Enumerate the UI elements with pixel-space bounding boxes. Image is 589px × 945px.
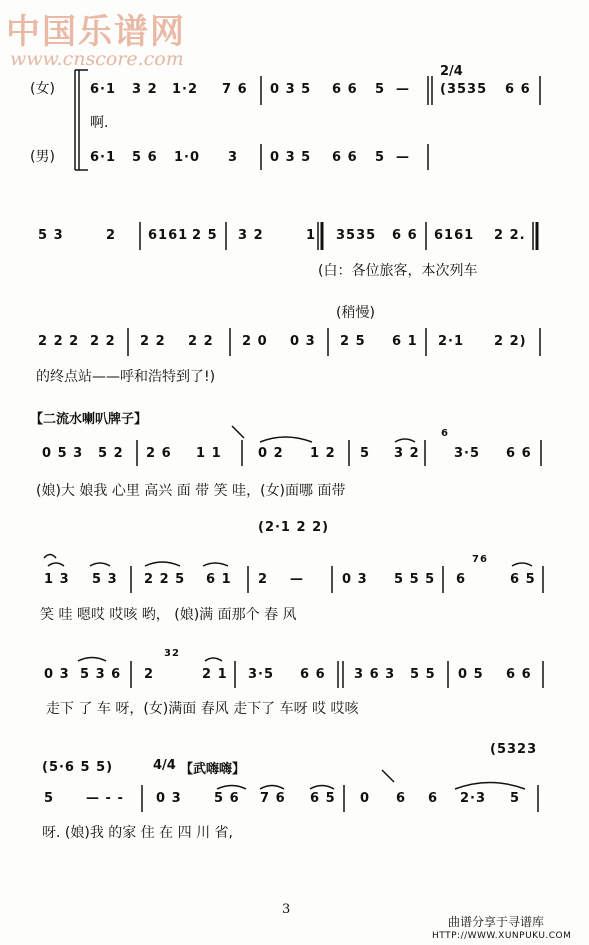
note-group: 2 2 bbox=[140, 334, 166, 349]
note-group: 0 3 bbox=[290, 334, 316, 349]
grace-note: 76 bbox=[472, 554, 488, 565]
note-group: 6 6 bbox=[332, 150, 358, 165]
note-group: 5 2 bbox=[98, 446, 124, 461]
note-group: 3·5 bbox=[248, 667, 275, 682]
watermark-site-name: 中国乐谱网 bbox=[6, 12, 186, 52]
note-group: 3 2 bbox=[238, 228, 264, 243]
note-group: 5 bbox=[360, 446, 371, 461]
time-signature: 4/4 bbox=[153, 758, 176, 773]
lyric-line: 呀. (娘)我 的家 住 在 四 川 省, bbox=[42, 825, 233, 841]
note-group: 6 5 bbox=[510, 572, 536, 587]
grace-note: 32 bbox=[164, 648, 180, 659]
note-group: 2 2 bbox=[188, 334, 214, 349]
note-group: 5 3 bbox=[92, 572, 118, 587]
note-group: 6·1 bbox=[90, 150, 117, 165]
note-group: 5 bbox=[44, 791, 55, 806]
note-group: 0 3 5 bbox=[270, 82, 312, 97]
note-group: 2 2) bbox=[494, 334, 527, 349]
note-group: 2 0 bbox=[242, 334, 268, 349]
paren-notes: (5·6 5 5) bbox=[42, 760, 114, 775]
note-group: 2 2. bbox=[494, 228, 526, 243]
note-group: 5 3 6 bbox=[80, 667, 122, 682]
note-group: 0 bbox=[360, 791, 371, 806]
note-group: 3 6 3 bbox=[354, 667, 396, 682]
note-group: 2 bbox=[258, 572, 269, 587]
note-group: 0 3 bbox=[44, 667, 70, 682]
note-group: 1·2 bbox=[172, 82, 199, 97]
note-group: 1 2 bbox=[310, 446, 336, 461]
note-group: 6 5 bbox=[310, 791, 336, 806]
note-group: 0 3 bbox=[342, 572, 368, 587]
lyric-line: (白：各位旅客，本次列车 bbox=[318, 263, 478, 279]
lyric-line: (娘)大 娘我 心里 高兴 面 带 笑 哇，(女)面哪 面带 bbox=[36, 483, 346, 499]
note-group: 2 6 bbox=[146, 446, 172, 461]
lyric-line: 走下 了 车 呀，(女)满面 春风 走下了 车呀 哎 哎咳 bbox=[46, 701, 359, 717]
note-group: 2 1 bbox=[202, 667, 228, 682]
note-group: 5 6 bbox=[214, 791, 240, 806]
time-signature: 2/4 bbox=[440, 64, 463, 79]
note-group: 5 3 bbox=[38, 228, 64, 243]
note-group: 5 5 5 bbox=[394, 572, 436, 587]
paren-notes: (2·1 2 2) bbox=[258, 520, 330, 535]
note-group: 5 6 bbox=[132, 150, 158, 165]
note-group: 6 6 bbox=[392, 228, 418, 243]
note-group: 3 2 bbox=[394, 446, 420, 461]
note-group: 6 6 bbox=[332, 82, 358, 97]
note-group: 3·5 bbox=[454, 446, 481, 461]
paren-notes: (5323 bbox=[490, 742, 538, 757]
note-group: 2 5 bbox=[340, 334, 366, 349]
note-group: 6 6 bbox=[506, 667, 532, 682]
lyric-line: 啊. bbox=[90, 115, 109, 131]
note-group: 6 1 bbox=[392, 334, 418, 349]
note-group: — bbox=[396, 82, 410, 97]
note-group: 0 3 bbox=[156, 791, 182, 806]
page-number: 3 bbox=[282, 902, 291, 917]
note-group: 0 3 5 bbox=[270, 150, 312, 165]
section-title: 【武嗨嗨】 bbox=[180, 762, 246, 777]
note-group: 6·1 bbox=[90, 82, 117, 97]
note-group: 3 bbox=[228, 150, 239, 165]
section-title: 【二流水喇叭牌子】 bbox=[30, 412, 148, 427]
note-group: 2·3 bbox=[460, 791, 487, 806]
note-group: 5 bbox=[510, 791, 521, 806]
part-label-female: (女) bbox=[30, 81, 55, 97]
note-group: 7 6 bbox=[260, 791, 286, 806]
tempo-mark: (稍慢) bbox=[336, 305, 375, 321]
watermark-url: www.cnscore.com bbox=[10, 48, 184, 70]
note-group: 5 5 bbox=[410, 667, 436, 682]
note-group: 1 bbox=[306, 228, 317, 243]
note-group: — - - bbox=[86, 791, 124, 806]
note-group: 6 bbox=[428, 791, 439, 806]
note-group: 6 bbox=[456, 572, 467, 587]
note-group: 6161 bbox=[434, 228, 475, 243]
note-group: — bbox=[396, 150, 410, 165]
share-url: HTTP://WWW.XUNPUKU.COM bbox=[432, 931, 572, 941]
note-group: 6 1 bbox=[206, 572, 232, 587]
note-group: 3 2 bbox=[132, 82, 158, 97]
note-group: 0 5 3 bbox=[42, 446, 84, 461]
note-group: 2·1 bbox=[438, 334, 465, 349]
share-text: 曲谱分享于寻谱库 bbox=[448, 915, 545, 929]
note-group: 5 bbox=[375, 150, 386, 165]
note-group: 1·0 bbox=[174, 150, 201, 165]
note-group: 2 2 5 bbox=[144, 572, 186, 587]
note-group: 1 1 bbox=[196, 446, 222, 461]
note-group: 2 bbox=[144, 667, 155, 682]
lyric-line: 笑 哇 嗯哎 哎咳 哟， (娘)满 面那个 春 风 bbox=[40, 607, 297, 623]
note-group: 7 6 bbox=[222, 82, 248, 97]
note-group: 6 6 bbox=[505, 82, 531, 97]
note-group: 2 5 bbox=[192, 228, 218, 243]
note-group: 6 6 bbox=[300, 667, 326, 682]
note-group: 1 3 bbox=[44, 572, 70, 587]
note-group: (3535 bbox=[440, 82, 488, 97]
part-label-male: (男) bbox=[30, 149, 55, 165]
note-group: 0 5 bbox=[458, 667, 484, 682]
note-group: 6161 bbox=[148, 228, 189, 243]
grace-note: 6 bbox=[441, 428, 449, 439]
note-group: 2 bbox=[106, 228, 117, 243]
note-group: — bbox=[290, 572, 304, 587]
note-group: 2 2 2 bbox=[38, 334, 80, 349]
note-group: 6 bbox=[396, 791, 407, 806]
note-group: 6 6 bbox=[506, 446, 532, 461]
note-group: 3535 bbox=[336, 228, 377, 243]
note-group: 0 2 bbox=[258, 446, 284, 461]
lyric-line: 的终点站——呼和浩特到了!) bbox=[36, 369, 216, 385]
note-group: 2 2 bbox=[90, 334, 116, 349]
note-group: 5 bbox=[375, 82, 386, 97]
